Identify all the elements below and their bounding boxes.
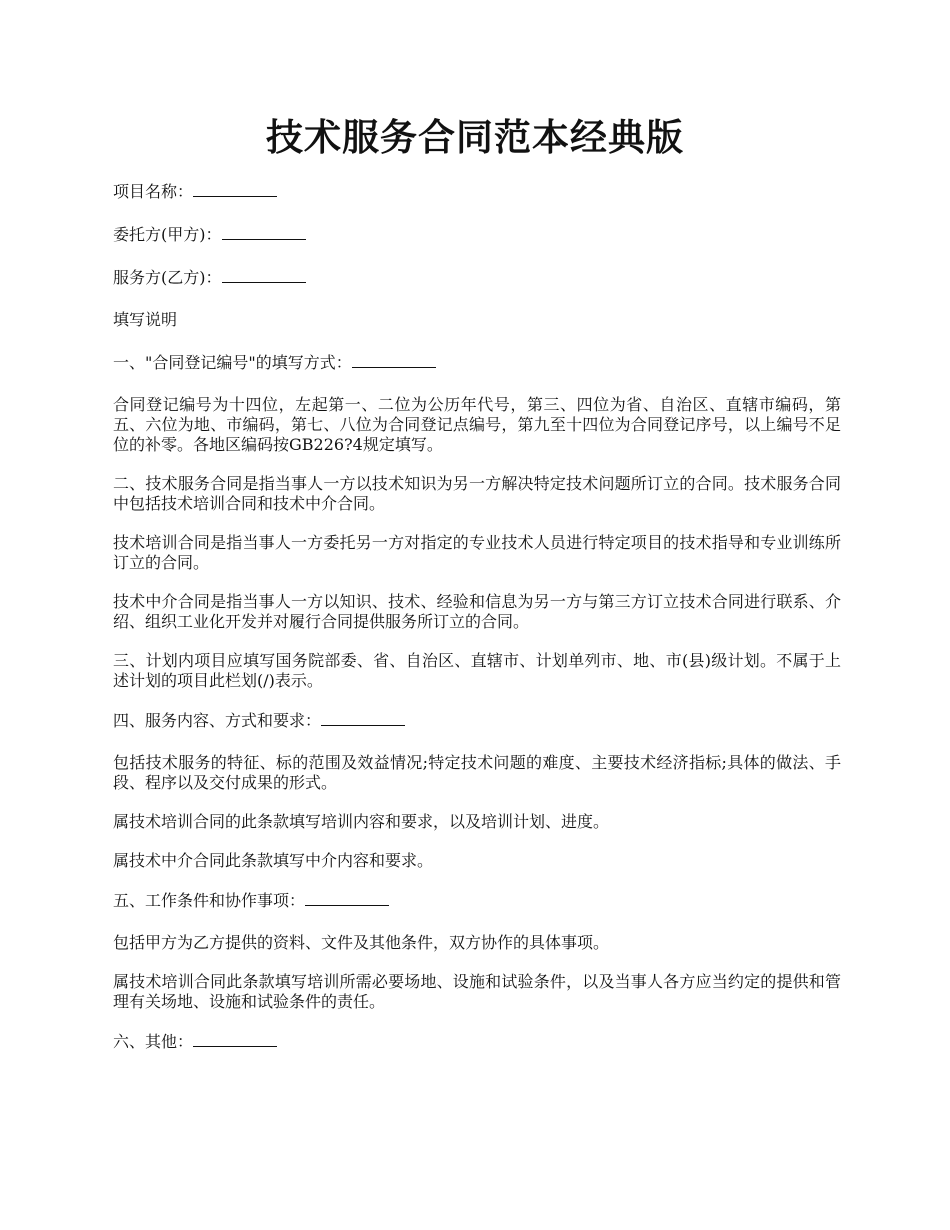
document-title: 技术服务合同范本经典版 [266,115,684,159]
instructions-heading: 填写说明 [113,310,178,329]
section-2-text: 二、技术服务合同是指当事人一方以技术知识为另一方解决特定技术问题所订立的合同。技术服务合同中包括技术培训合同和技术中介合同。 [113,474,841,513]
fill-blank [222,267,306,283]
section-4-text-2: 属技术培训合同的此条款填写培训内容和要求，以及培训计划、进度。 [113,812,610,831]
section-label: 五、工作条件和协作事项： [113,891,306,910]
field-label: 项目名称： [113,182,194,201]
section-label: 四、服务内容、方式和要求： [113,711,322,730]
section-1-heading [113,352,841,373]
section-3-text: 三、计划内项目应填写国务院部委、省、自治区、直辖市、计划单列市、地、市(县)级计划。不属于上述计划的项目此栏划(/)表示。 [113,651,841,690]
field-client-party-a [113,224,841,245]
field-label: 委托方(甲方)： [113,225,222,244]
intermediary-contract-text: 技术中介合同是指当事人一方以知识、技术、经验和信息为另一方与第三方订立技术合同进行联系、介绍、组织工业化开发并对履行合同提供服务所订立的合同。 [113,592,841,631]
field-project-name [113,181,841,202]
training-contract-text: 技术培训合同是指当事人一方委托另一方对指定的专业技术人员进行特定项目的技术指导和专业训练所订立的合同。 [113,533,841,572]
fill-blank [193,181,277,197]
section-4-text-1: 包括技术服务的特征、标的范围及效益情况;特定技术问题的难度、主要技术经济指标;具体的做法、手段、程序以及交付成果的形式。 [113,753,841,792]
section-4-text-3: 属技术中介合同此条款填写中介内容和要求。 [113,851,434,870]
section-5-heading [113,890,841,911]
document-body [113,181,841,1074]
fill-blank [321,710,405,726]
field-label: 服务方(乙方)： [113,268,222,287]
section-6-heading [113,1031,841,1052]
section-5-text-1: 包括甲方为乙方提供的资料、文件及其他条件，双方协作的具体事项。 [113,933,610,952]
fill-blank [352,352,436,368]
fill-blank [305,890,389,906]
section-5-text-2: 属技术培训合同此条款填写培训所需必要场地、设施和试验条件，以及当事人各方应当约定的提供和管理有关场地、设施和试验条件的责任。 [113,972,841,1011]
fill-blank [222,224,306,240]
section-4-heading [113,710,841,731]
section-1-text: 合同登记编号为十四位，左起第一、二位为公历年代号，第三、四位为省、自治区、直辖市编码，第五、六位为地、市编码，第七、八位为合同登记点编号，第九至十四位为合同登记序号，以上编号不足位的补零。各地区编码按GB226?4规定填写。 [113,395,841,454]
fill-blank [193,1031,277,1047]
section-label: 六、其他： [113,1032,194,1051]
field-service-party-b [113,267,841,288]
section-label: 一、"合同登记编号"的填写方式： [113,353,352,372]
